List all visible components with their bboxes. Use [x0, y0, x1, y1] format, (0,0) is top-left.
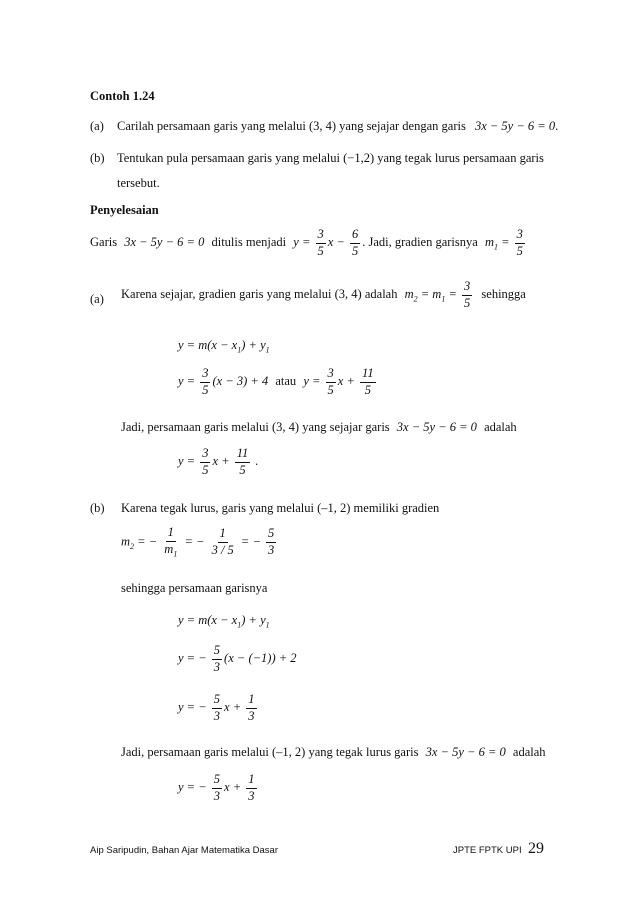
item-a-label: (a): [90, 119, 104, 133]
item-b-line1: Tentukan pula persamaan garis yang melalui (−1,2) yang tegak lurus persamaan garis: [117, 151, 544, 165]
sol-a-text: [121, 280, 526, 311]
math-expr: $m_2 = m_1$ = $\frac{3}{5}$: [404, 279, 471, 310]
solution-title: Penyelesaian: [90, 203, 159, 217]
math-result-a: y = $\frac{3}{5}$ x + $\frac{11}{5}$ .: [178, 446, 259, 477]
math-expr: y = $\frac{3}{5}$ x + $\frac{11}{5}$: [303, 366, 374, 397]
math-line-b2: y = − $\frac{5}{3}$ (x − (−1)) + 2: [178, 643, 297, 674]
sol-a-sentence: Karena sejajar, gradien garis yang melalui (3, 4) adalah: [121, 287, 398, 302]
footer-left: Aip Saripudin, Bahan Ajar Matematika Dasar: [90, 845, 278, 856]
footer-right: JPTE FPTK UPI: [453, 845, 522, 856]
item-a-text: [117, 119, 558, 134]
example-title: Contoh 1.24: [90, 89, 155, 103]
sol-a-label: (a): [90, 292, 104, 306]
item-a-question: Carilah persamaan garis yang melalui (3, 4) yang sejajar dengan garis: [117, 119, 466, 133]
page-number: 29: [528, 840, 544, 857]
math-line-a2: [178, 367, 378, 398]
jadi-a: [121, 420, 517, 435]
math-line-point-slope-b: $y = m(x - x_1) + y_1$: [178, 613, 270, 630]
period: .: [555, 119, 559, 133]
adalah: adalah: [484, 420, 517, 434]
sol-b-label: (b): [90, 501, 105, 515]
math-gradient-b: $m_2$ = − $\frac{1}{m_1}$ = − $\frac{1}{3 / 5}$ = − $\frac{5}{3}$: [121, 525, 275, 559]
adalah: adalah: [512, 745, 546, 759]
line-equation: 3x − 5y − 6 = 0: [396, 420, 477, 434]
jadi-gradien: . Jadi, gradien garisnya: [362, 235, 478, 250]
math-line-b3: y = − $\frac{5}{3}$ x + $\frac{1}{3}$: [178, 692, 255, 723]
line-equation: 3x − 5y − 6 = 0: [474, 119, 556, 133]
math-expr: $m_1$ = $\frac{3}{5}$: [484, 227, 523, 258]
sehingga: sehingga: [481, 287, 526, 302]
line-equation: 3x − 5y − 6 = 0: [124, 235, 205, 250]
item-b-label: (b): [90, 151, 105, 165]
jadi-b-sentence: Jadi, persamaan garis melalui (–1, 2) yang tegak lurus garis: [121, 745, 419, 759]
jadi-a-sentence: Jadi, persamaan garis melalui (3, 4) yang sejajar garis: [121, 420, 390, 434]
jadi-b: [121, 745, 546, 760]
sehingga-persamaan: sehingga persamaan garisnya: [121, 581, 268, 595]
solution-intro: [90, 228, 527, 259]
math-result-b: y = − $\frac{5}{3}$ x + $\frac{1}{3}$: [178, 772, 255, 803]
math-expr: y = $\frac{3}{5}$ (x − 3) + 4: [178, 366, 269, 397]
line-equation: 3x − 5y − 6 = 0: [425, 745, 506, 759]
atau: atau: [275, 374, 297, 389]
item-b-line2: tersebut.: [117, 176, 160, 190]
ditulis-menjadi: ditulis menjadi: [211, 235, 287, 250]
math-expr: y = $\frac{3}{5}$ x − $\frac{6}{5}$: [293, 227, 359, 258]
sol-b-text: Karena tegak lurus, garis yang melalui (–1, 2) memiliki gradien: [121, 501, 440, 515]
garis-word: Garis: [90, 235, 118, 250]
math-line-point-slope: $y = m(x - x_1) + y_1$: [178, 338, 270, 355]
